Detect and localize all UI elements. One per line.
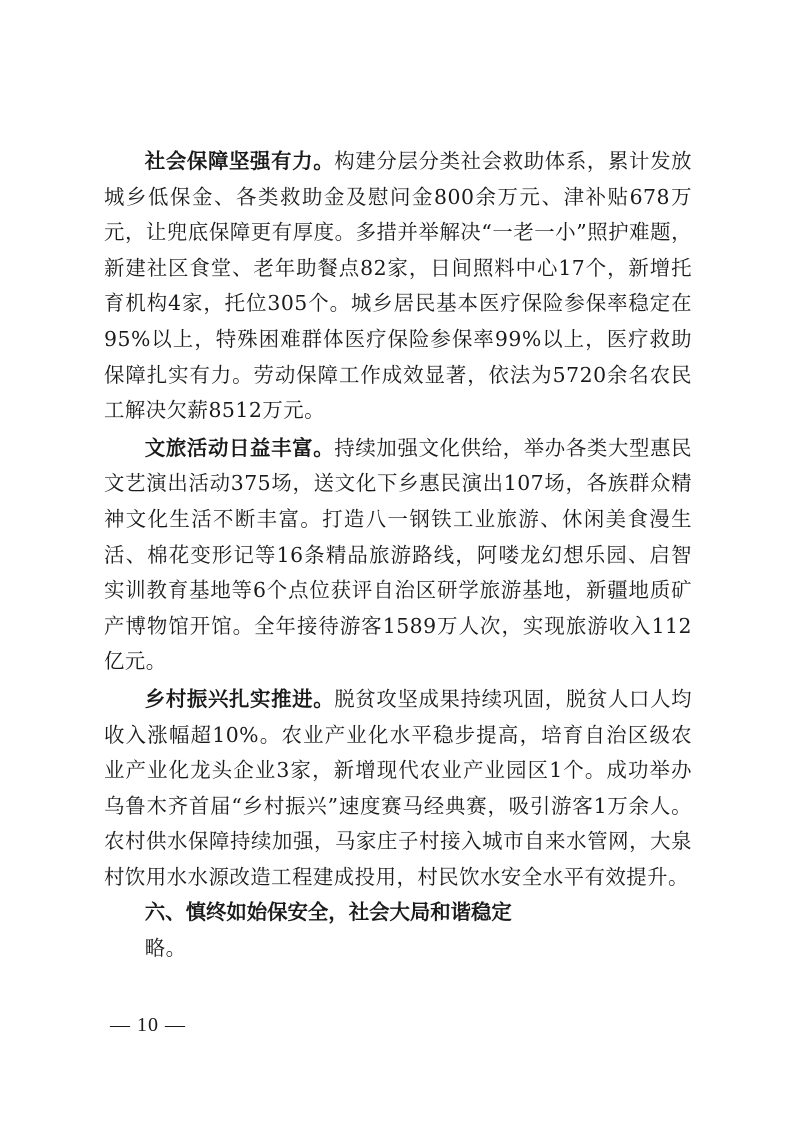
body-text bbox=[104, 144, 692, 967]
paragraph-social-security bbox=[104, 144, 692, 429]
omitted-note: 略。 bbox=[144, 936, 187, 961]
paragraph-lead: 文旅活动日益丰富。 bbox=[144, 435, 335, 460]
paragraph-text: 构建分层分类社会救助体系，累计发放城乡低保金、各类救助金及慰问金800余万元、津补贴678万元，让兜底保障更有厚度。多措并举解决“一老一小”照护难题，新建社区食堂、老年助餐点82家，日间照料中心17个，新增托育机构4家，托位305个。城乡居民基本医疗保险参保率稳定在95%以上，特殊困难群体医疗保险参保率99%以上，医疗救助保障扎实有力。劳动保障工作成效显著，依法为5720余名农民工解决欠薪8512万元。 bbox=[104, 149, 693, 423]
paragraph-text: 脱贫攻坚成果持续巩固，脱贫人口人均收入涨幅超10%。农业产业化水平稳步提高，培育自治区级农业产业化龙头企业3家，新增现代农业产业园区1个。成功举办乌鲁木齐首届“乡村振兴”速度赛马经典赛，吸引游客1万余人。农村供水保障持续加强，马家庄子村接入城市自来水管网，大泉村饮用水水源改造工程建成投用，村民饮水安全水平有效提升。 bbox=[104, 686, 693, 889]
paragraph-lead: 乡村振兴扎实推进。 bbox=[144, 686, 335, 711]
paragraph-rural-revitalization bbox=[104, 682, 692, 896]
page-number: — 10 — bbox=[110, 1014, 186, 1036]
paragraph-text: 持续加强文化供给，举办各类大型惠民文艺演出活动375场，送文化下乡惠民演出107场，各族群众精神文化生活不断丰富。打造八一钢铁工业旅游、休闲美食漫生活、棉花变形记等16条精品旅游路线，阿喽龙幻想乐园、启智实训教育基地等6个点位获评自治区研学旅游基地，新疆地质矿产博物馆开馆。全年接待游客1589万人次，实现旅游收入112亿元。 bbox=[104, 435, 693, 674]
section-heading: 六、慎终如始保安全，社会大局和谐稳定 bbox=[144, 900, 512, 925]
paragraph-lead: 社会保障坚强有力。 bbox=[144, 149, 335, 173]
paragraph-culture-tourism bbox=[104, 431, 692, 680]
